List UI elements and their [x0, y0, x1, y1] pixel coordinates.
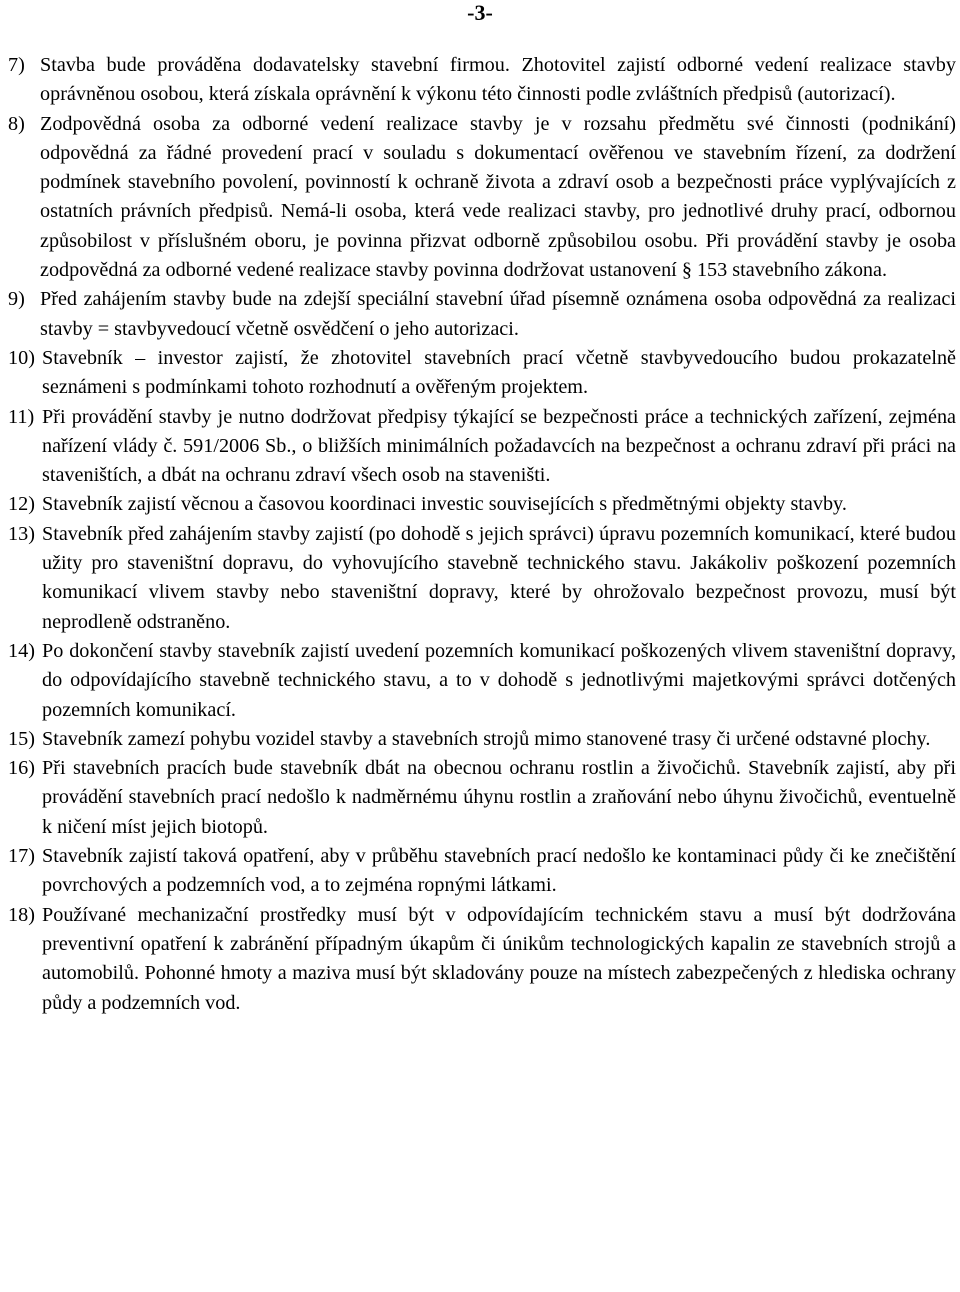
item-number: 9)	[8, 288, 25, 311]
item-number: 12)	[8, 493, 35, 516]
list-item	[8, 842, 956, 901]
list-item	[8, 725, 956, 754]
item-number: 15)	[8, 727, 35, 750]
item-text: Používané mechanizační prostředky musí být v odpovídajícím technickém stavu a musí být dodržována preventivní opatření k zabránění případným úkapům či únikům technologických kapalin ze stavebních strojů a automobilů. Pohonné hmoty a maziva musí být skladovány pouze na místech zabezpečených z hlediska ochrany půdy a podzemních vod.	[42, 903, 956, 1014]
list-item	[8, 754, 956, 842]
list-item	[8, 490, 956, 519]
item-text: Před zahájením stavby bude na zdejší speciální stavební úřad písemně oznámena osoba odpovědná za realizaci stavby = stavbyvedoucí včetně osvědčení o jeho autorizaci.	[40, 288, 956, 340]
item-number: 13)	[8, 522, 35, 545]
item-text: Stavebník – investor zajistí, že zhotovitel stavebních prací včetně stavbyvedoucího budou prokazatelně seznámeni s podmínkami tohoto rozhodnutí a ověřeným projektem.	[42, 346, 956, 399]
page-number: -3-	[467, 0, 493, 25]
list-item	[8, 637, 956, 725]
item-number: 17)	[8, 845, 35, 868]
list-item	[8, 51, 956, 110]
list-item	[8, 901, 956, 1018]
item-text: Při provádění stavby je nutno dodržovat předpisy týkající se bezpečnosti práce a technických zařízení, zejména nařízení vlády č. 591/2006 Sb., o bližších minimálních požadavcích na bezpečnost a ochranu zdraví při práci na staveništích, a dbát na ochranu zdraví všech osob na staveništi.	[42, 405, 956, 487]
item-text: Při stavebních pracích bude stavebník dbát na obecnou ochranu rostlin a živočichů. Stavebník zajistí, aby při provádění stavebních prací nedošlo k nadměrnému úhynu rostlin a zraňování nebo úhynu živočichů, eventuelně k ničení míst jejich biotopů.	[42, 757, 956, 838]
list-item	[8, 285, 956, 344]
item-number: 16)	[8, 757, 35, 780]
item-number: 18)	[8, 903, 35, 926]
item-text: Stavebník před zahájením stavby zajistí (po dohodě s jejich správci) úpravu pozemních komunikací, které budou užity pro staveništní dopravu, do vyhovujícího stavebně technického stavu. Jakákoliv poškození pozemních komunikací vlivem stavby nebo staveništní dopravy, které by ohrožovalo bezpečnost provozu, musí být neprodleně odstraněno.	[42, 522, 956, 633]
item-text: Stavebník zajistí taková opatření, aby v průběhu stavebních prací nedošlo ke kontaminaci půdy či ke znečištění povrchových a podzemních vod, a to zejména ropnými látkami.	[42, 845, 956, 897]
list-item	[8, 110, 956, 286]
list-item	[8, 520, 956, 637]
item-text: Stavebník zajistí věcnou a časovou koordinaci investic souvisejících s předmětnými objekty stavby.	[42, 493, 847, 516]
item-text: Zodpovědná osoba za odborné vedení realizace stavby je v rozsahu předmětu své činnosti (podnikání) odpovědná za řádné provedení prací v souladu s dokumentací ověřenou ve stavebním řízení, za dodržení podmínek stavebního povolení, povinností k ochraně života a zdraví osob a bezpečnosti práce vyplývajících z ostatních právních předpisů. Nemá-li osoba, která vede realizaci stavby, pro jednotlivé druhy prací, odbornou způsobilost v příslušném oboru, je povinna přizvat odborně způsobilou osobu. Při provádění stavby je osoba zodpovědná za odborné vedené realizace stavby povinna dodržovat ustanovení § 153 stavebního zákona.	[40, 112, 956, 282]
item-number: 14)	[8, 639, 35, 662]
list-item	[8, 344, 956, 403]
item-number: 11)	[8, 405, 35, 428]
item-number: 8)	[8, 112, 25, 135]
item-text: Stavebník zamezí pohybu vozidel stavby a stavebních strojů mimo stanovené trasy či určené odstavné plochy.	[42, 727, 931, 750]
item-number: 10)	[8, 346, 35, 369]
item-text: Po dokončení stavby stavebník zajistí uvedení pozemních komunikací poškozených vlivem staveništní dopravy, do odpovídajícího stavebně technického stavu, a to v dohodě s jednotlivými majetkovými správci dotčených pozemních komunikací.	[42, 639, 956, 721]
list-item	[8, 403, 956, 491]
conditions-list	[8, 51, 956, 1018]
item-text: Stavba bude prováděna dodavatelsky stavební firmou. Zhotovitel zajistí odborné vedení realizace stavby oprávněnou osobou, která získala oprávnění k výkonu této činnosti podle zvláštních předpisů (autorizací).	[40, 54, 956, 106]
item-number: 7)	[8, 54, 25, 76]
